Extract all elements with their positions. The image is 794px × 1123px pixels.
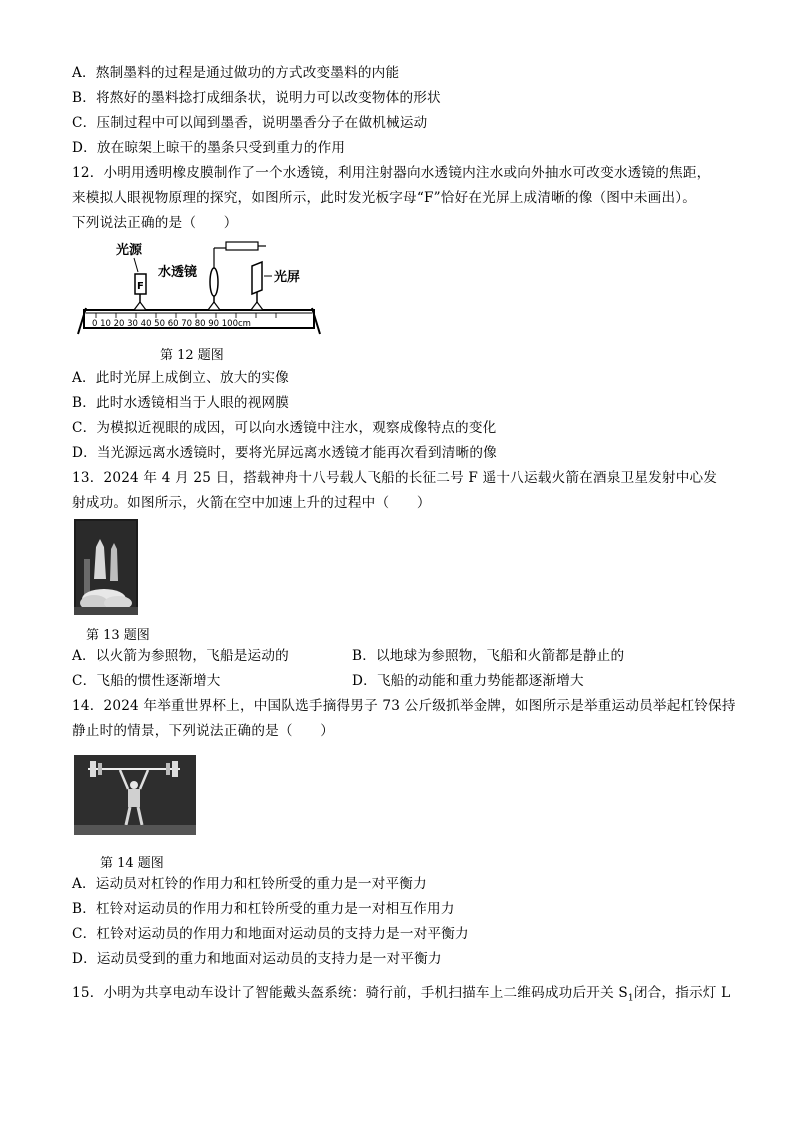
q15-stem-part1: 15．小明为共享电动车设计了智能戴头盔系统：骑行前，手机扫描车上二维码成功后开关 S	[72, 985, 628, 1001]
q13-figure-caption: 第 13 题图	[86, 628, 150, 643]
q12-option-c: C．为模拟近视眼的成因，可以向水透镜中注水，观察成像特点的变化	[72, 420, 497, 436]
q12-stem-line1: 12．小明用透明橡皮膜制作了一个水透镜，利用注射器向水透镜内注水或向外抽水可改变水透镜的焦距，	[72, 165, 711, 181]
q15-stem-line1	[72, 984, 730, 1008]
bench-scale: 0 10 20 30 40 50 60 70 80 90 100cm	[92, 319, 251, 329]
q14-stem-line2: 静止时的情景，下列说法正确的是（ ）	[72, 723, 335, 739]
q12-option-d: D．当光源远离水透镜时，要将光屏远离水透镜才能再次看到清晰的像	[72, 445, 497, 461]
q11-option-b: B．将熬好的墨料捻打成细条状，说明力可以改变物体的形状	[72, 90, 441, 106]
q12-option-a: A．此时光屏上成倒立、放大的实像	[72, 370, 289, 386]
q15-stem-part2: 闭合，指示灯 L	[633, 985, 731, 1001]
q14-weightlifter-photo	[74, 755, 196, 835]
label-light-source: 光源	[116, 243, 143, 258]
q12-stem-line3: 下列说法正确的是（ ）	[72, 215, 238, 231]
q11-option-c: C．压制过程中可以闻到墨香，说明墨香分子在做机械运动	[72, 115, 428, 131]
q11-option-a: A．熬制墨料的过程是通过做功的方式改变墨料的内能	[72, 65, 400, 81]
label-water-lens: 水透镜	[158, 265, 198, 280]
water-lens	[210, 268, 218, 296]
q14-option-c: C．杠铃对运动员的作用力和地面对运动员的支持力是一对平衡力	[72, 926, 469, 942]
syringe	[226, 242, 258, 250]
q13-option-c: C．飞船的惯性逐渐增大	[72, 673, 221, 689]
q13-option-b: B．以地球为参照物，飞船和火箭都是静止的	[352, 648, 625, 664]
optical-bench-diagram	[76, 238, 326, 342]
q13-stem-line1: 13．2024 年 4 月 25 日，搭载神舟十八号载人飞船的长征二号 F 遥十八运载火箭在酒泉卫星发射中心发	[72, 470, 718, 486]
q11-option-d: D．放在晾架上晾干的墨条只受到重力的作用	[72, 140, 346, 156]
q14-stem-line1: 14．2024 年举重世界杯上，中国队选手摘得男子 73 公斤级抓举金牌，如图所示是举重运动员举起杠铃保持	[72, 698, 736, 714]
q13-stem-line2: 射成功。如图所示，火箭在空中加速上升的过程中（ ）	[72, 495, 431, 511]
q14-figure-caption: 第 14 题图	[100, 856, 164, 871]
q12-figure	[76, 238, 326, 342]
q12-option-b: B．此时水透镜相当于人眼的视网膜	[72, 395, 290, 411]
label-screen: 光屏	[274, 270, 301, 285]
q14-option-a: A．运动员对杠铃的作用力和杠铃所受的重力是一对平衡力	[72, 876, 427, 892]
q14-option-d: D．运动员受到的重力和地面对运动员的支持力是一对平衡力	[72, 951, 442, 967]
q13-option-d: D．飞船的动能和重力势能都逐渐增大	[352, 673, 584, 689]
q12-stem-line2: 来模拟人眼视物原理的探究，如图所示，此时发光板字母“F”恰好在光屏上成清晰的像（图中未画出）。	[72, 190, 697, 206]
q13-rocket-photo	[74, 519, 138, 615]
light-screen	[252, 262, 262, 294]
q15-switch-subscript: 1	[627, 993, 634, 1004]
letter-f-label: F	[137, 281, 144, 292]
q14-option-b: B．杠铃对运动员的作用力和杠铃所受的重力是一对相互作用力	[72, 901, 455, 917]
q12-figure-caption: 第 12 题图	[160, 348, 224, 363]
q13-option-a: A．以火箭为参照物，飞船是运动的	[72, 648, 289, 664]
